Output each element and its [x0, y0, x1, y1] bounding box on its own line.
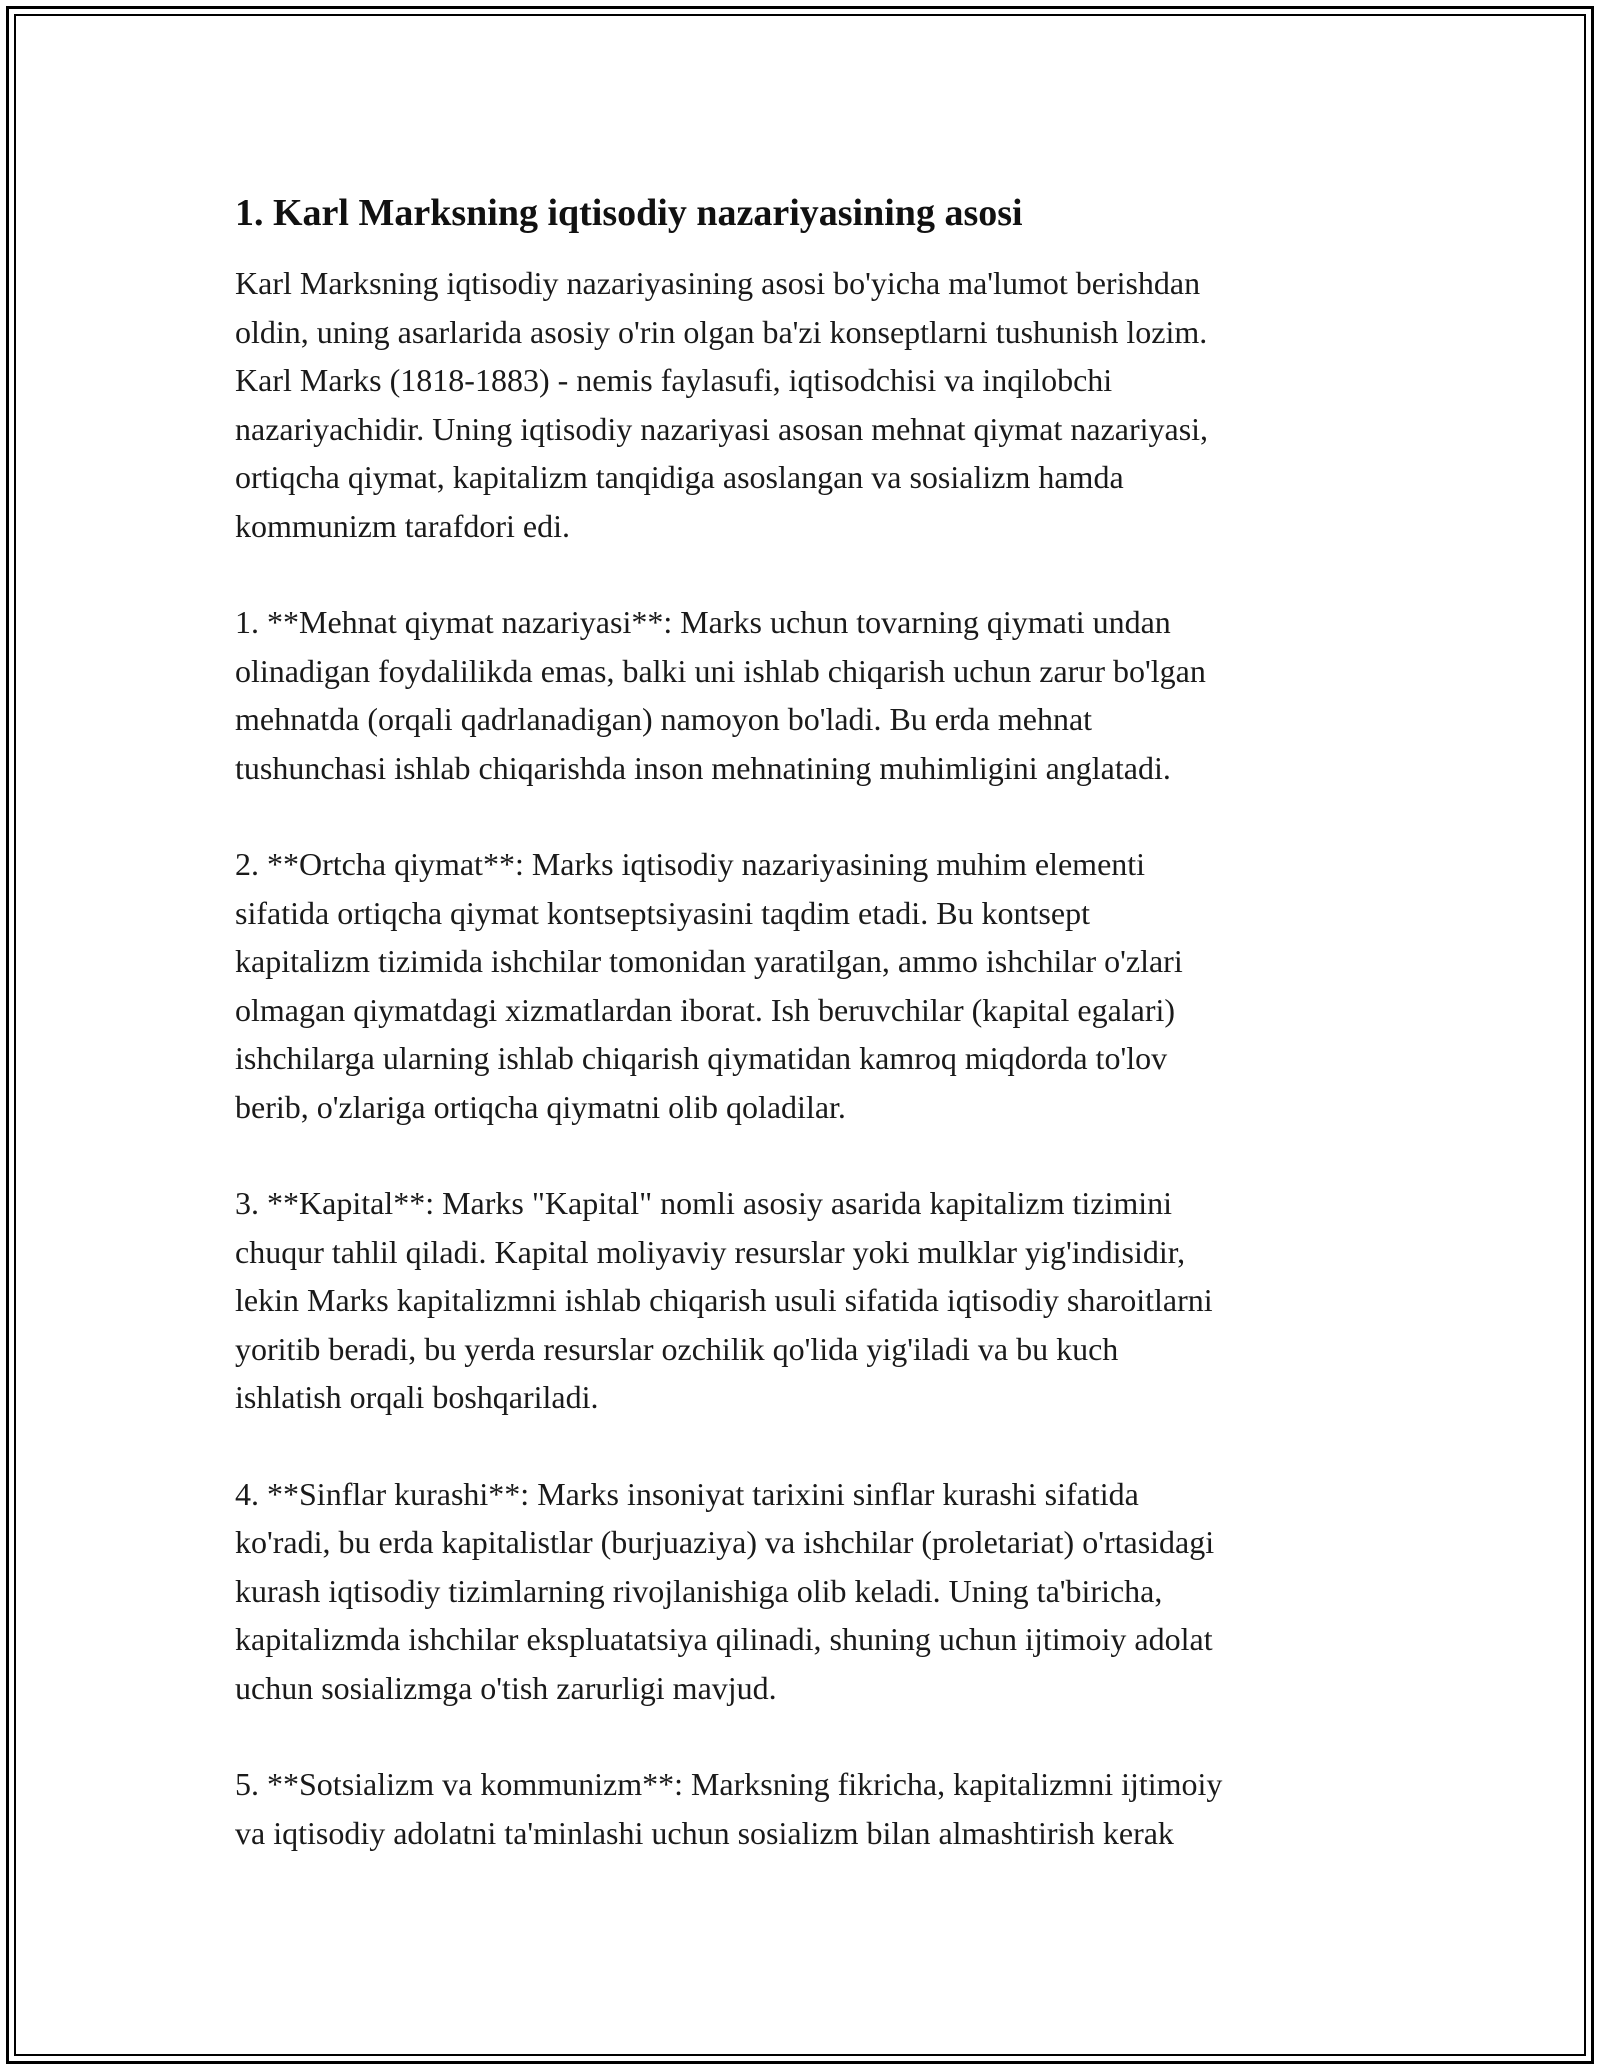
- text-line: olmagan qiymatdagi xizmatlardan iborat. Ish beruvchilar (kapital egalari): [235, 991, 1176, 1028]
- paragraph-item-3: [235, 1179, 1375, 1422]
- text-line: berib, o'zlariga ortiqcha qiymatni olib qoladilar.: [235, 1088, 846, 1125]
- text-line: 3. **Kapital**: Marks "Kapital" nomli asosiy asarida kapitalizm tizimini: [235, 1185, 1173, 1221]
- document-body: [235, 185, 1375, 1857]
- text-line: kommunizm tarafdori edi.: [235, 507, 571, 544]
- paragraph-item-4: [235, 1470, 1375, 1713]
- text-line: va iqtisodiy adolatni ta'minlashi uchun sosializm bilan almashtirish kerak: [235, 1814, 1174, 1851]
- text-line: Karl Marks (1818-1883) - nemis faylasufi, iqtisodchisi va inqilobchi: [235, 362, 1113, 398]
- paragraph-item-2: [235, 840, 1375, 1131]
- paragraph-item-5: [235, 1760, 1375, 1857]
- text-line: ishchilarga ularning ishlab chiqarish qiymatidan kamroq miqdorda to'lov: [235, 1040, 1168, 1076]
- section-heading: 1. Karl Marksning iqtisodiy nazariyasining asosi: [235, 192, 1023, 234]
- text-line: tushunchasi ishlab chiqarishda inson mehnatining muhimligini anglatadi.: [235, 749, 1171, 786]
- text-line: kurash iqtisodiy tizimlarning rivojlanishiga olib keladi. Uning ta'biricha,: [235, 1572, 1163, 1609]
- text-line: mehnatda (orqali qadrlanadigan) namoyon bo'ladi. Bu erda mehnat: [235, 701, 1093, 737]
- text-line: ko'radi, bu erda kapitalistlar (burjuaziya) va ishchilar (proletariat) o'rtasidagi: [235, 1524, 1215, 1560]
- text-line: sifatida ortiqcha qiymat kontseptsiyasini taqdim etadi. Bu kontsept: [235, 894, 1090, 931]
- text-line: Karl Marksning iqtisodiy nazariyasining asosi bo'yicha ma'lumot berishdan: [235, 265, 1201, 301]
- text-line: kapitalizmda ishchilar ekspluatatsiya qilinadi, shuning uchun ijtimoiy adolat: [235, 1621, 1213, 1657]
- text-line: olinadigan foydalilikda emas, balki uni ishlab chiqarish uchun zarur bo'lgan: [235, 652, 1206, 689]
- text-line: nazariyachidir. Uning iqtisodiy nazariyasi asosan mehnat qiymat nazariyasi,: [235, 410, 1209, 447]
- text-line: 2. **Ortcha qiymat**: Marks iqtisodiy nazariyasining muhim elementi: [235, 846, 1146, 882]
- text-line: ortiqcha qiymat, kapitalizm tanqidiga asoslangan va sosializm hamda: [235, 459, 1124, 495]
- text-line: 5. **Sotsializm va kommunizm**: Marksning fikricha, kapitalizmni ijtimoiy: [235, 1766, 1223, 1802]
- text-line: kapitalizm tizimida ishchilar tomonidan yaratilgan, ammo ishchilar o'zlari: [235, 943, 1183, 979]
- text-line: chuqur tahlil qiladi. Kapital moliyaviy resurslar yoki mulklar yig'indisidir,: [235, 1233, 1186, 1270]
- paragraph-intro: [235, 259, 1375, 550]
- paragraph-item-1: [235, 598, 1375, 792]
- text-line: uchun sosializmga o'tish zarurligi mavjud.: [235, 1669, 777, 1706]
- text-line: lekin Marks kapitalizmni ishlab chiqarish usuli sifatida iqtisodiy sharoitlarni: [235, 1282, 1213, 1318]
- text-line: yoritib beradi, bu yerda resurslar ozchilik qo'lida yig'iladi va bu kuch: [235, 1330, 1119, 1367]
- text-line: 1. **Mehnat qiymat nazariyasi**: Marks uchun tovarning qiymati undan: [235, 604, 1171, 640]
- text-line: ishlatish orqali boshqariladi.: [235, 1379, 599, 1415]
- text-line: 4. **Sinflar kurashi**: Marks insoniyat tarixini sinflar kurashi sifatida: [235, 1475, 1139, 1512]
- text-line: oldin, uning asarlarida asosiy o'rin olgan ba'zi konseptlarni tushunish lozim.: [235, 313, 1208, 350]
